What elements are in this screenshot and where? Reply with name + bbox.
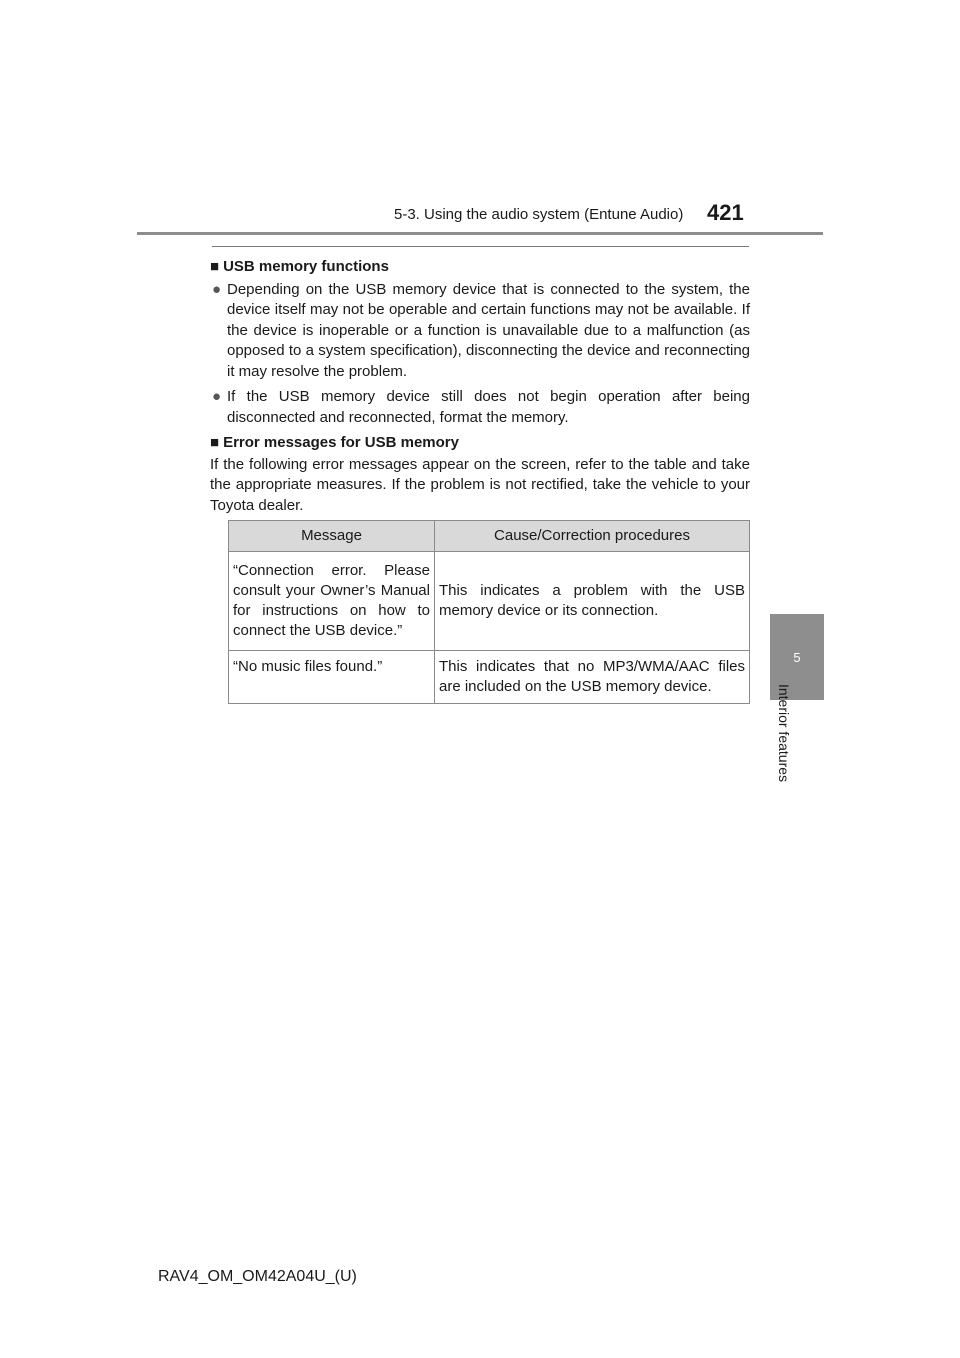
section-title: 5-3. Using the audio system (Entune Audio) [394, 206, 684, 223]
column-header-cause: Cause/Correction procedures [435, 521, 750, 552]
content-divider [212, 246, 749, 247]
chapter-label-text: Interior features [776, 683, 792, 782]
bullet-item [210, 280, 750, 383]
table-cell-cause: This indicates that no MP3/WMA/AAC files are included on the USB memory device. [435, 651, 750, 704]
bullet-text: Depending on the USB memory device that is connected to the system, the device itself may not be operable and certain functions may not be available. If the device is inoperable or a function is unavailable due to a malfunction (as opposed to a system specification), disconnecting the device and reconnecting it may resolve the problem. [227, 280, 750, 380]
table-header-row [229, 521, 750, 552]
table-row [229, 552, 750, 651]
bullet-text: If the USB memory device still does not begin operation after being disconnected and reconnected, format the memory. [227, 388, 750, 426]
heading-text: USB memory functions [223, 258, 389, 275]
page-number: 421 [707, 200, 744, 225]
heading-text: Error messages for USB memory [223, 434, 459, 451]
table-cell-message: “Connection error. Please consult your Owner’s Manual for instructions on how to connect the USB device.” [229, 552, 435, 651]
table-row [229, 651, 750, 704]
chapter-label [772, 680, 796, 785]
column-header-message: Message [229, 521, 435, 552]
bullet-item [210, 387, 750, 428]
section-heading-error-messages [210, 433, 750, 454]
header-divider [137, 232, 823, 235]
section-heading-usb-functions [210, 257, 750, 278]
chapter-number: 5 [793, 649, 801, 665]
table-cell-cause: This indicates a problem with the USB memory device or its connection. [435, 552, 750, 651]
document-code: RAV4_OM_OM42A04U_(U) [158, 1268, 357, 1285]
square-marker-icon: ■ [210, 258, 220, 275]
bullet-icon: ● [212, 280, 222, 298]
table-cell-message: “No music files found.” [229, 651, 435, 704]
page-content [210, 257, 750, 516]
body-paragraph: If the following error messages appear on the screen, refer to the table and take the appropriate measures. If the problem is not rectified, take the vehicle to your Toyota dealer. [210, 455, 750, 514]
error-message-table [228, 520, 750, 704]
bullet-icon: ● [212, 388, 222, 405]
square-marker-icon: ■ [210, 434, 220, 451]
